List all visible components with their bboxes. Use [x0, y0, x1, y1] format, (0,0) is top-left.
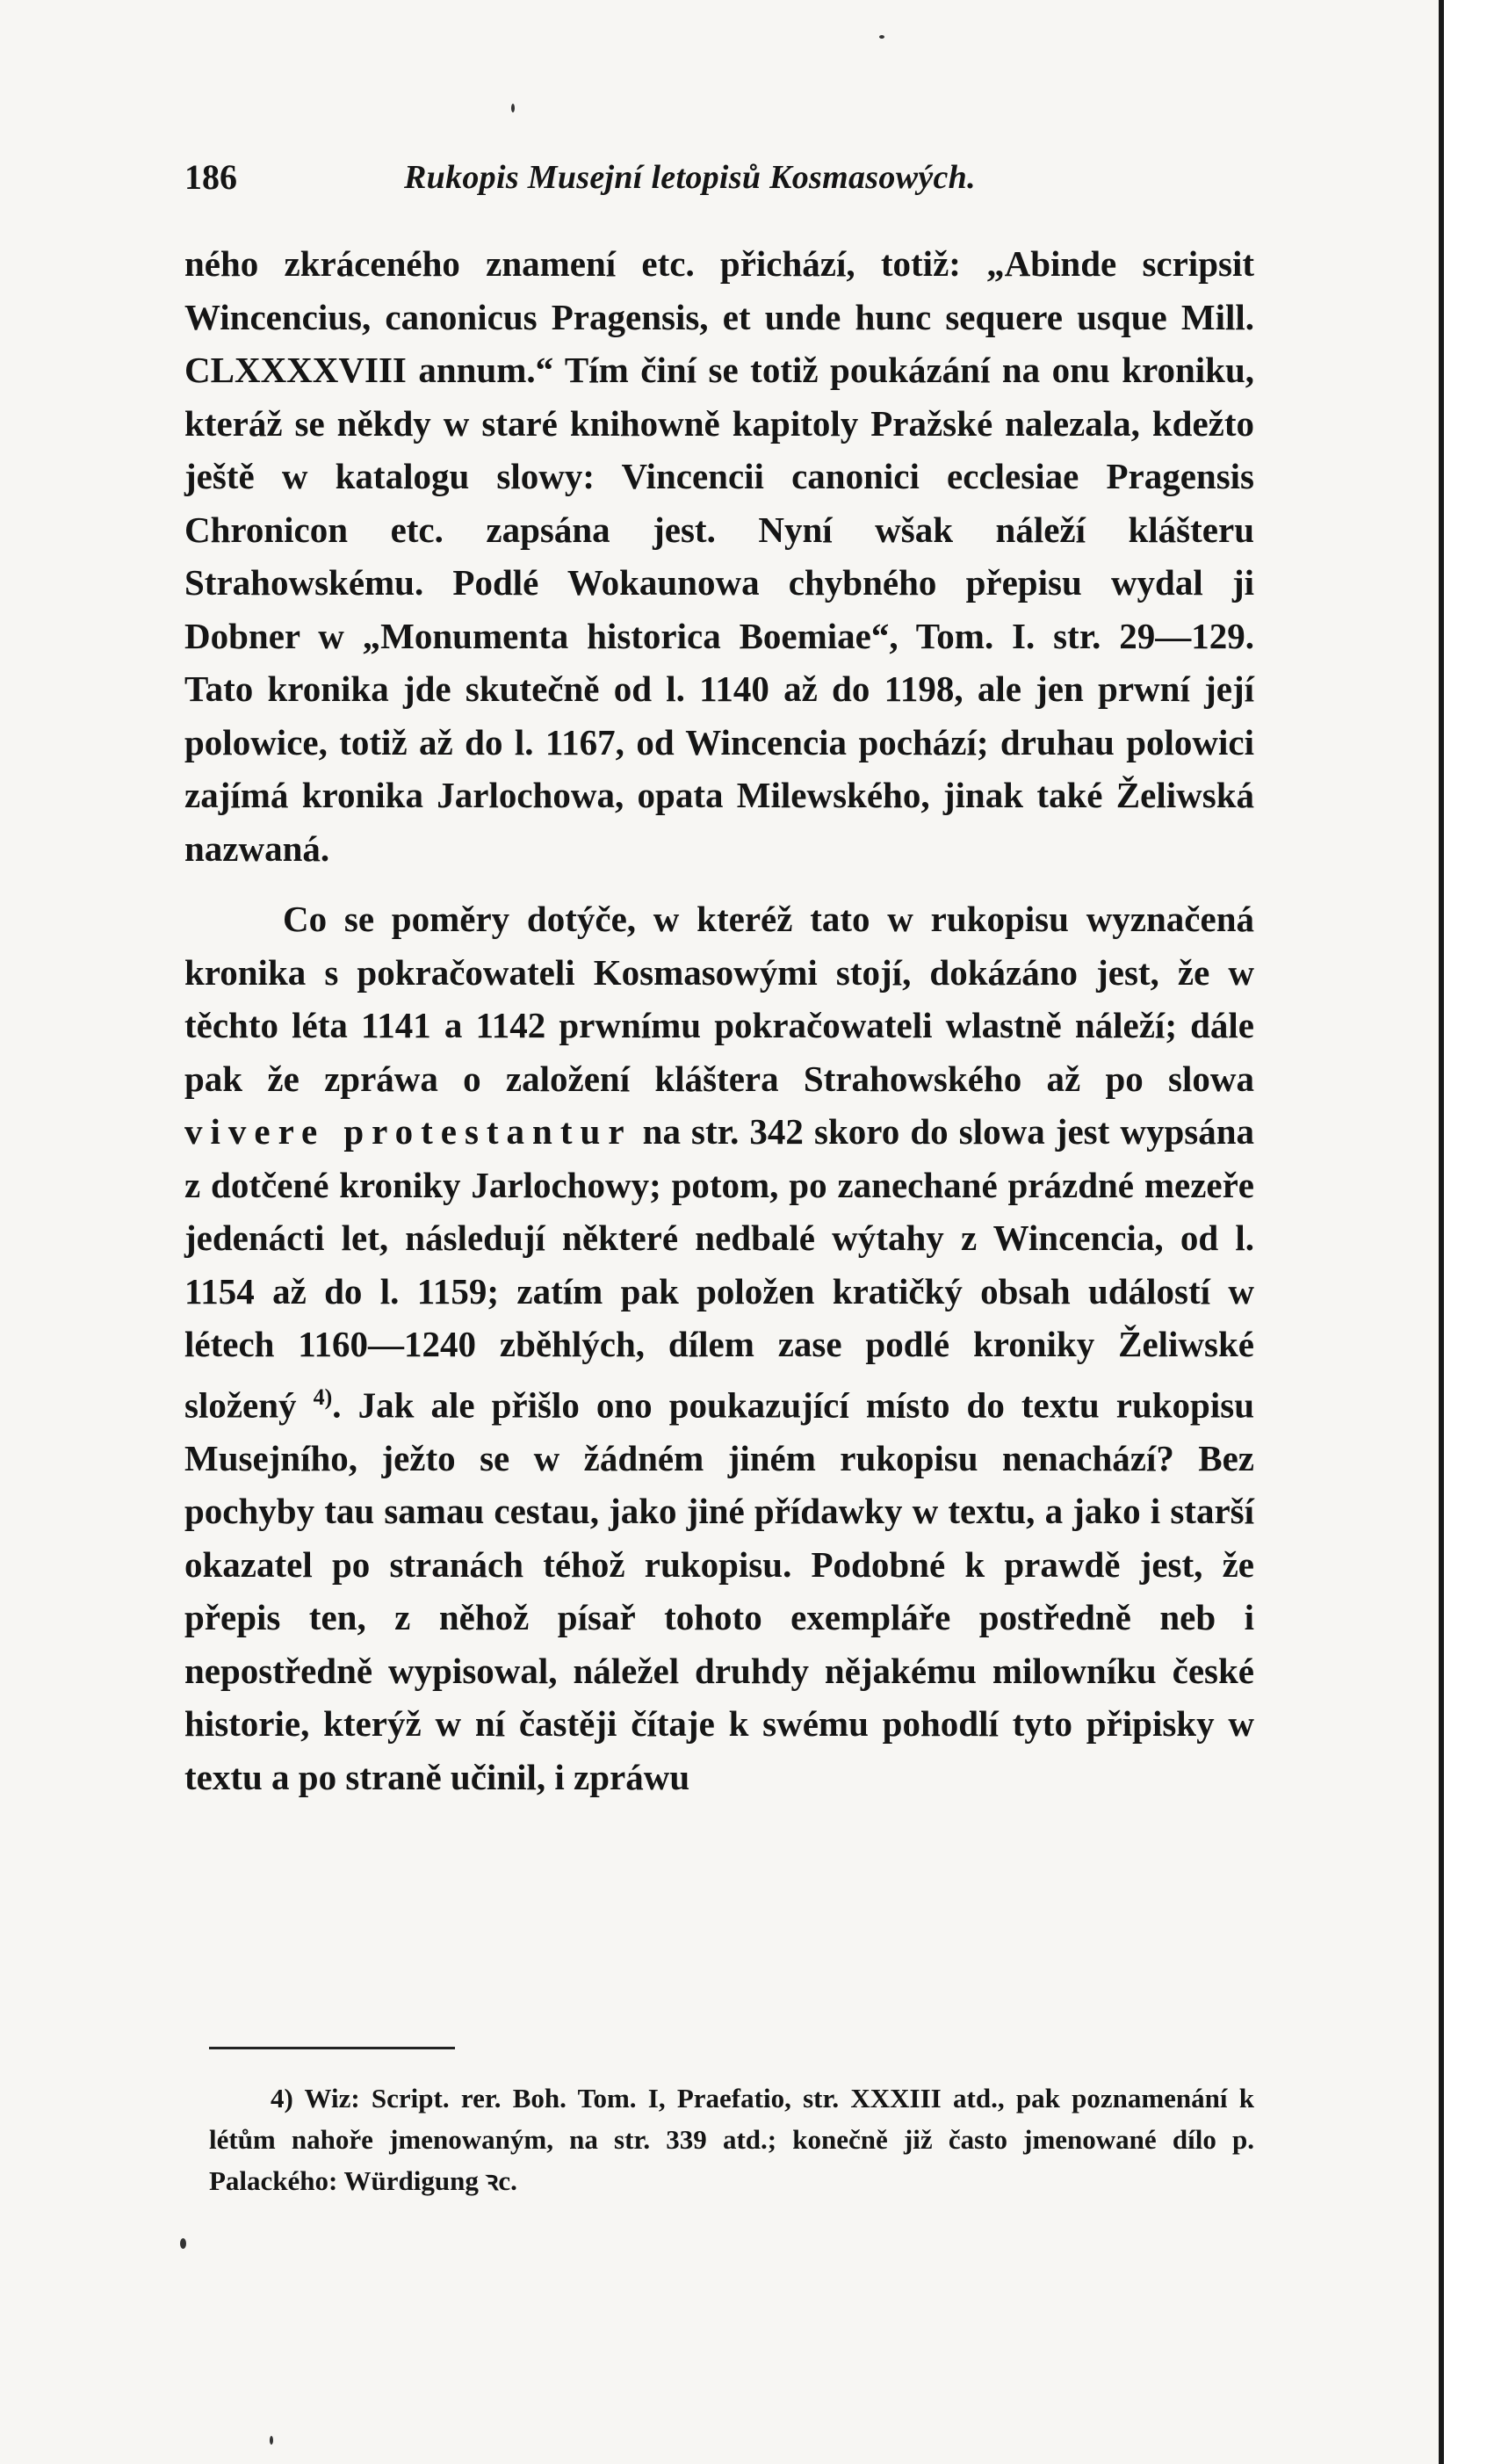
page-number: 186 — [184, 157, 237, 197]
paragraph-2-part-b: na str. 342 skoro do slowa jest wypsána z dotčené kroniky Jarlochowy; potom, po zanechané prázdné mezeře jedenácti let, následují některé nedbalé wýtahy z Wincencia, od l. 1154 až do l. 1159; zatím pak položen kratičký obsah událostí w létech 1160—1240 zběhlých, dílem zase podlé kroniky Želiwské složený — [184, 1111, 1255, 1426]
page-header — [184, 156, 1247, 209]
footnote-separator — [209, 2047, 455, 2049]
spaced-quotation: vivere protestantur — [184, 1111, 632, 1152]
print-speck — [511, 104, 515, 112]
print-speck — [270, 2436, 273, 2445]
print-speck — [879, 35, 884, 39]
footnote-reference: 4) — [313, 1384, 333, 1410]
main-text — [184, 237, 1254, 1803]
paragraph-2-part-a: Co se poměry dotýče, w kteréž tato w rukopisu wyznačená kronika s pokračowateli Kosmasowými stojí, dokázáno jest, že w těchto léta 1141 a 1142 prwnímu pokračowateli wlastně náleží; dále pak že zpráwa o založení kláštera Strahowského až po slowa — [184, 899, 1254, 1099]
paragraph-2 — [184, 892, 1254, 1803]
paragraph-2-part-c: . Jak ale přišlo ono poukazující místo do textu rukopisu Musejního, ježto se w žádném jiném rukopisu nenachází? Bez pochyby tau samau cestau, jako jiné přídawky w textu, a jako i starší okazatel po stranách téhož rukopisu. Podobné k prawdě jest, že přepis ten, z něhož písař tohoto exempláře postředně neb i nepostředně wypisowal, náležel druhdy nějakému milowníku české historie, kterýž w ní častěji čítaje k swému pohodlí tyto připisky w textu a po straně učinil, i zpráwu — [184, 1384, 1254, 1797]
footnote — [209, 2077, 1254, 2201]
paragraph-1: ného zkráceného znamení etc. přichází, totiž: „Abinde scripsit Wincencius, canonicus Pragensis, et unde hunc sequere usque Mill. CLXXXXVIII annum.“ Tím činí se totiž poukázání na onu kroniku, kteráž se někdy w staré knihowně kapitoly Pražské nalezala, kdežto ještě w katalogu slowy: Vincencii canonici ecclesiae Pragensis Chronicon etc. zapsána jest. Nyní wšak náleží klášteru Strahowskému. Podlé Wokaunowa chybného přepisu wydal ji Dobner w „Monumenta historica Boemiae“, Tom. I. str. 29—129. Tato kronika jde skutečně od l. 1140 až do 1198, ale jen prwní její polowice, totiž až do l. 1167, od Wincencia pochází; druhau polowici zajímá kronika Jarlochowa, opata Milewského, jinak také Želiwská nazwaná. — [184, 243, 1254, 869]
footnote-text: 4) Wiz: Script. rer. Boh. Tom. I, Praefatio, str. XXXIII atd., pak poznamenání k létům nahoře jmenowaným, na str. 339 atd.; konečně již často jmenowané dílo p. Palackého: Würdigung ꝛc. — [209, 2083, 1254, 2196]
print-speck — [180, 2238, 186, 2249]
running-title: Rukopis Musejní letopisů Kosmasowých. — [404, 159, 976, 196]
